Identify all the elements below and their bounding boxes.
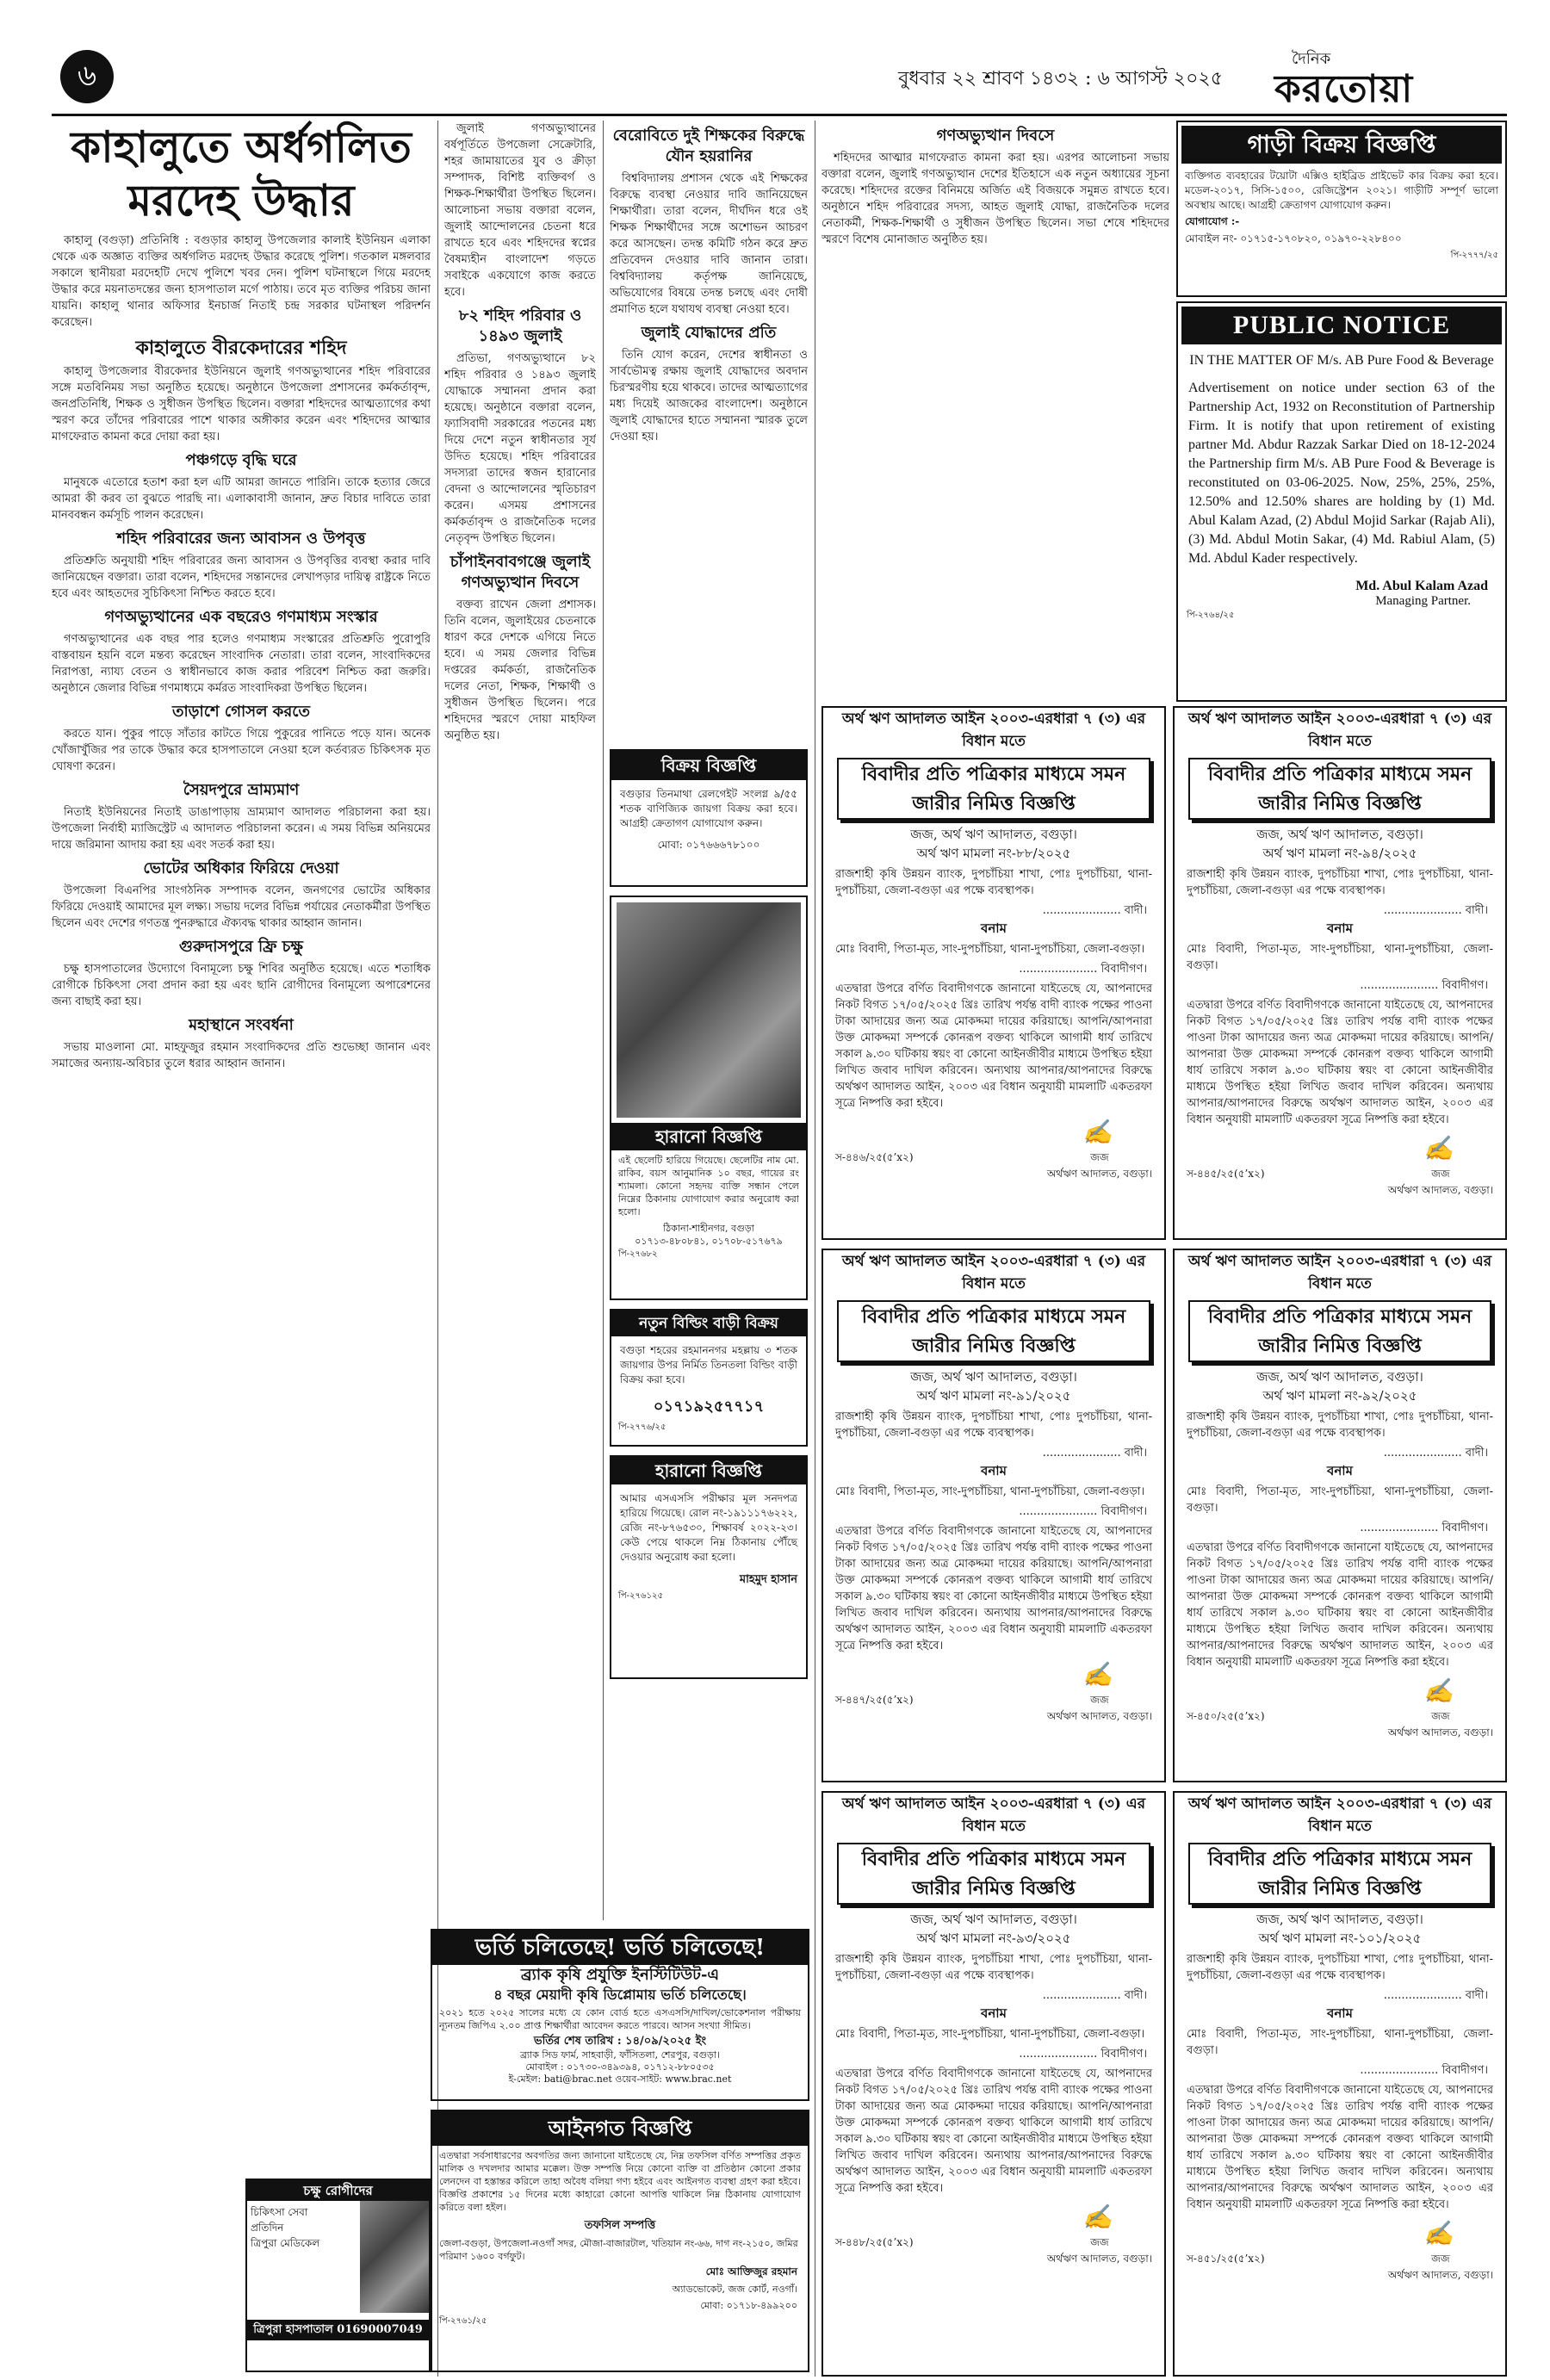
court-notice-sign-right: জজ <box>1431 1168 1450 1180</box>
ad-vehicle-phone: মোবাইল নং- ০১৭১৫-১৭০৮২০, ০১৯৭০-২২৮৪০০ <box>1185 232 1402 245</box>
court-notice <box>1173 1249 1507 1782</box>
court-notice-sign-right: জজ <box>1090 2236 1109 2248</box>
court-notice-plaintiff: রাজশাহী কৃষি উন্নয়ন ব্যাংক, দুপচাঁচিয়া শাখা, পোঃ দুপচাঁচিয়া, থানা- দুপচাঁচিয়া, জেলা-বগুড়া এর পক্ষে ব্যবস্থাপক। <box>1187 1953 1493 1982</box>
ad-lost2-title: হারানো বিজ্ঞপ্তি <box>611 1457 806 1484</box>
ad-admission <box>431 1929 809 2101</box>
court-notice-defendant: মোঃ বিবাদী, পিতা-মৃত, সাং-দুপচাঁচিয়া, থানা-দুপচাঁচিয়া, জেলা-বগুড়া। <box>1187 1485 1493 1515</box>
ad-lost2-body: আমার এসএসসি পরীক্ষার মূল সনদপত্র হারিয়ে গিয়েছে। রোল নং-১৯১১১৭৬২২২, রেজি নং-৮৭৬৫৩০, শিক্ষাবর্ষ ২০২২-২৩। কেউ পেয়ে থাকলে নিম্ন ঠিকানায় পৌঁছে দেওয়ার অনুরোধ করা হলো। <box>620 1492 797 1563</box>
court-notice-defendant: মোঃ বিবাদী, পিতা-মৃত, সাং-দুপচাঁচিয়া, থানা-দুপচাঁচিয়া, জেলা-বগুড়া। <box>1187 2028 1493 2057</box>
court-notice-plaintiff-end: ...................... বাদী। <box>1383 904 1488 917</box>
court-notice-body: এতদ্বারা উপরে বর্ণিত বিবাদীগণকে জানানো যাইতেছে যে, আপনাদের নিকট বিগত ১৭/০৫/২০২৫ খ্রিঃ তারিখ পর্যন্ত বাদী ব্যাংক পক্ষের পাওনা টাকা আদায়ের জন্য অত্র মোকদ্দমা দায়ের করিয়াছে। আপনি/আপনারা উক্ত মোকদ্দমা সম্পর্কে কোনরূপ বক্তব্য থাকিলে আগামী ধার্য তারিখে সকাল ৯.৩০ ঘটিকায় স্বয়ং বা কোনো আইনজীবীর মাধ্যমে উপস্থিত হইয়া লিখিত জবাব দাখিল করিবেন। অন্যথায় আপনার/আপনাদের বিরুদ্ধে অর্থঋণ আদালত আইন, ২০০৩ এর বিধান অনুযায়ী মামলাটি একতরফা সূত্রে নিষ্পত্তি করা হইবে। <box>835 1525 1152 1652</box>
court-notice-sign-court: অর্থঋণ আদালত, বগুড়া। <box>1046 1168 1152 1180</box>
col1-p7: নিতাই ইউনিয়নের নিতাই ডাঙাপাড়ায় ভ্রাম্যমাণ আদালত পরিচালনা করা হয়। উপজেলা নির্বাহী ম্যাজিস্ট্রেট এ আদালত পরিচালনা করেন। এ সময় বিভিন্ন অনিয়মের দায়ে জরিমানা আদায় করা হয় এবং সতর্ক করা হয়। <box>52 806 431 852</box>
col1-h6: তাড়াশে গোসল করতে <box>171 703 311 721</box>
court-notice-defendant: মোঃ বিবাদী, পিতা-মৃত, সাং-দুপচাঁচিয়া, থানা-দুপচাঁচিয়া, জেলা-বগুড়া। <box>835 943 1145 956</box>
ad-admission-institute: ব্র্যাক কৃষি প্রযুক্তি ইনস্টিটিউট-এ <box>520 1966 720 1984</box>
court-notice-code: স-৪৫১/২৫(৫’x২) <box>1187 2253 1265 2265</box>
ad-admission-deadline: ভর্তির শেষ তারিখ : ১৪/০৯/২০২৫ ইং <box>533 2035 707 2048</box>
ad-legal-notice <box>431 2110 809 2372</box>
ad-lost2-code: পি-২৭৬১২৫ <box>618 1591 664 1601</box>
masthead-logo <box>1257 46 1507 111</box>
court-notice-code: স-৪৪৫/২৫(৫’x২) <box>1187 1168 1265 1180</box>
public-notice-title: PUBLIC NOTICE <box>1181 307 1502 344</box>
court-signature-mark: ✍ <box>1082 1118 1113 1146</box>
col1-p8: উপজেলা বিএনপির সাংগঠনিক সম্পাদক বলেন, জনগণের ভোটের অধিকার ফিরিয়ে দেওয়াই আমাদের মূল লক্ষ্য। সভায় দলের বিভিন্ন পর্যায়ের নেতাকর্মীরা উপস্থিত ছিলেন এবং দেশের গণতন্ত্র পুনরুদ্ধারে ঐক্যবদ্ধ থাকার আহ্বান জানান। <box>52 884 431 930</box>
court-notice-sign-court: অর্থঋণ আদালত, বগুড়া। <box>1387 1726 1493 1739</box>
court-notice-defendant-end: ...................... বিবাদীগণ। <box>1360 1522 1488 1534</box>
col1-h2: কাহালুতে বীরকেদারের শহিদ <box>135 337 347 359</box>
col1-p5: গণঅভ্যুত্থানের এক বছর পার হলেও গণমাধ্যম সংস্কারের প্রতিশ্রুতি পুরোপুরি বাস্তবায়ন হয়নি বলে মন্তব্য করেছেন সাংবাদিক নেতারা। তারা বলেন, সাংবাদিকদের নিরাপত্তা, ন্যায্য বেতন ও স্বাধীনভাবে কাজ করার পরিবেশ নিশ্চিত করা জরুরি। অনুষ্ঠানে জেলার বিভিন্ন গণমাধ্যমে কর্মরত সাংবাদিকরা উপস্থিত ছিলেন। <box>52 633 431 695</box>
court-notice-court: জজ, অর্থ ঋণ আদালত, বগুড়া। <box>1256 1912 1423 1927</box>
public-notice-matter: IN THE MATTER OF M/s. AB Pure Food & Beverage <box>1189 353 1494 368</box>
court-notice-body: এতদ্বারা উপরে বর্ণিত বিবাদীগণকে জানানো যাইতেছে যে, আপনাদের নিকট বিগত ১৭/০৫/২০২৫ খ্রিঃ তারিখ পর্যন্ত বাদী ব্যাংক পক্ষের পাওনা টাকা আদায়ের জন্য অত্র মোকদ্দমা দায়ের করিয়াছে। আপনি/আপনারা উক্ত মোকদ্দমা সম্পর্কে কোনরূপ বক্তব্য থাকিলে আগামী ধার্য তারিখে সকাল ৯.৩০ ঘটিকায় স্বয়ং বা কোনো আইনজীবীর মাধ্যমে উপস্থিত হইয়া লিখিত জবাব দাখিল করিবেন। অন্যথায় আপনার/আপনাদের বিরুদ্ধে অর্থঋণ আদালত আইন, ২০০৩ এর বিধান অনুযায়ী মামলাটি একতরফা সূত্রে নিষ্পত্তি করা হইবে। <box>1187 999 1493 1126</box>
court-notice-defendant-end: ...................... বিবাদীগণ। <box>1019 963 1147 976</box>
court-notice-banner: বিবাদীর প্রতি পত্রিকার মাধ্যমে সমন জারীর নিমিত্ত বিজ্ঞপ্তি <box>837 1843 1150 1905</box>
court-notice-vs: বনাম <box>981 920 1007 936</box>
court-notice-case: অর্থ ঋণ মামলা নং-১০১/২০২৫ <box>1258 1931 1422 1946</box>
ad-legal-lawyer: মোঃ আক্তিজুর রহমান <box>705 2265 797 2278</box>
court-notice-sign-court: অর্থঋণ আদালত, বগুড়া। <box>1046 2253 1152 2265</box>
court-notice-top: অর্থ ঋণ আদালত আইন ২০০৩-এরধারা ৭ (৩) এর বিধান মতে <box>841 1253 1146 1292</box>
court-notice-plaintiff: রাজশাহী কৃষি উন্নয়ন ব্যাংক, দুপচাঁচিয়া শাখা, পোঃ দুপচাঁচিয়া, থানা- দুপচাঁচিয়া, জেলা-বগুড়া এর পক্ষে ব্যবস্থাপক। <box>835 1953 1152 1982</box>
court-notice-plaintiff-end: ...................... বাদী। <box>1042 1989 1147 2002</box>
ad-legal-schedule: জেলা-বগুড়া, উপজেলা-নওগাঁ সদর, মৌজা-বাজারটাল, খতিয়ান নং-৬৬, দাগ নং-২১৫০, জমির পরিমাণ ১৬০০ বর্গফুট। <box>439 2238 798 2262</box>
court-notice-case: অর্থ ঋণ মামলা নং-৯১/২০২৫ <box>916 1388 1071 1404</box>
ad-eye-line3: ত্রিপুরা মেডিকেল <box>251 2237 320 2249</box>
court-notice-top: অর্থ ঋণ আদালত আইন ২০০৩-এরধারা ৭ (৩) এর বিধান মতে <box>1187 710 1492 750</box>
col2-body <box>444 121 596 1920</box>
ad-legal-body: এতদ্বারা সর্বসাধারণের অবগতির জন্য জানানো যাইতেছে যে, নিম্ন তফসিল বর্ণিত সম্পত্তির প্রকৃত মালিক ও দখলদার আমার মক্কেল। উক্ত সম্পত্তি নিয়ে কোনো ব্যক্তি বা প্রতিষ্ঠান কোনো প্রকার লেনদেন বা হস্তান্তর করিলে তাহা অবৈধ বলিয়া গণ্য হইবে এবং আইনগত ব্যবস্থা গ্রহণ করা হইবে। বিজ্ঞপ্তি প্রকাশের ১৫ দিনের মধ্যে কাহারো কোনো আপত্তি থাকিলে নিম্ন ঠিকানায় যোগাযোগ করিতে বলা হইল। <box>439 2150 801 2213</box>
divider-2 <box>603 121 604 1920</box>
col1-h9: গুরুদাসপুরে ফ্রি চক্ষু <box>179 938 303 956</box>
ad-lost1-title: হারানো বিজ্ঞপ্তি <box>611 1123 806 1150</box>
col3-h1: বেরোবিতে দুই শিক্ষকের বিরুদ্ধে যৌন হয়রানির <box>612 127 805 165</box>
court-notice-sign-right: জজ <box>1431 2253 1450 2265</box>
court-notice-case: অর্থ ঋণ মামলা নং-৯৪/২০২৫ <box>1262 846 1417 861</box>
ad-vehicle-title: গাড়ী বিক্রয় বিজ্ঞপ্তি <box>1181 126 1502 164</box>
ad-eye-phone: ত্রিপুরা হাসপাতাল 01690007049 <box>247 2320 429 2340</box>
court-notice-body: এতদ্বারা উপরে বর্ণিত বিবাদীগণকে জানানো যাইতেছে যে, আপনাদের নিকট বিগত ১৭/০৫/২০২৫ খ্রিঃ তারিখ পর্যন্ত বাদী ব্যাংক পক্ষের পাওনা টাকা আদায়ের জন্য অত্র মোকদ্দমা দায়ের করিয়াছে। আপনি/আপনারা উক্ত মোকদ্দমা সম্পর্কে কোনরূপ বক্তব্য থাকিলে আগামী ধার্য তারিখে সকাল ৯.৩০ ঘটিকায় স্বয়ং বা কোনো আইনজীবীর মাধ্যমে উপস্থিত হইয়া লিখিত জবাব দাখিল করিবেন। অন্যথায় আপনার/আপনাদের বিরুদ্ধে অর্থঋণ আদালত আইন, ২০০৩ এর বিধান অনুযায়ী মামলাটি একতরফা সূত্রে নিষ্পত্তি করা হইবে। <box>835 982 1152 1110</box>
col1-body <box>52 232 431 2377</box>
ad-vehicle-code: পি-২৭৭৭/২৫ <box>1450 251 1498 260</box>
court-notice-plaintiff-end: ...................... বাদী। <box>1042 1447 1147 1460</box>
court-notice-court: জজ, অর্থ ঋণ আদালত, বগুড়া। <box>1256 1369 1423 1385</box>
ad-lost1-code: পি-২৭৬৮২ <box>618 1249 658 1259</box>
ad-admission-banner: ভর্তি চলিতেছে! ভর্তি চলিতেছে! <box>432 1931 808 1965</box>
col3-p1: বিশ্ববিদ্যালয় প্রশাসন থেকে এই শিক্ষকের বিরুদ্ধে ব্যবস্থা নেওয়ার দাবি জানিয়েছেন শিক্ষার্থীরা। তারা বলেন, দীর্ঘদিন ধরে ওই শিক্ষক শিক্ষার্থীদের সঙ্গে অশোভন আচরণ করে আসছেন। তদন্ত কমিটি গঠন করে দ্রুত প্রতিবেদন দেওয়ার দাবি জানান তারা। বিশ্ববিদ্যালয় কর্তৃপক্ষ জানিয়েছে, অভিযোগের বিষয়ে তদন্ত চলছে এবং দোষী প্রমাণিত হলে যথাযথ ব্যবস্থা নেওয়া হবে। <box>610 172 808 316</box>
court-notice-top: অর্থ ঋণ আদালত আইন ২০০৩-এরধারা ৭ (৩) এর বিধান মতে <box>841 1795 1146 1835</box>
court-notice-sign-court: অর্থঋণ আদালত, বগুড়া। <box>1046 1710 1152 1722</box>
ad-admission-body: ২০২১ হতে ২০২৫ সালের মধ্যে যে কোন বোর্ড হতে এসএসসি/দাখিল/ভোকেশনাল পরীক্ষায় ন্যূনতম জিপিএ ২.০০ প্রাপ্ত শিক্ষার্থীরা আবেদন করতে পারবে। আসন সংখ্যা সীমিত। <box>439 2007 801 2031</box>
ad-lost1-body: এই ছেলেটি হারিয়ে গিয়েছে। ছেলেটির নাম মো. রাকিব, বয়স আনুমানিক ১০ বছর, গায়ের রং শ্যামলা। কোনো সহৃদয় ব্যক্তি সন্ধান পেলে নিম্নের ঠিকানায় যোগাযোগ করার অনুরোধ করা হলো। <box>618 1155 799 1218</box>
ad-public-notice <box>1176 301 1507 702</box>
col3-h2: জুলাই যোদ্ধাদের প্রতি <box>641 324 777 342</box>
col4-p1: শহিদদের আত্মার মাগফেরাত কামনা করা হয়। এরপর আলোচনা সভায় বক্তারা বলেন, জুলাই গণঅভ্যুত্থান দেশের ইতিহাসে এক নতুন অধ্যায়ের সূচনা করেছে। শহিদদের রক্তের বিনিময়ে অর্জিত এই বিজয়কে সমুন্নত রাখতে হবে। অনুষ্ঠানে শহিদ পরিবারের সদস্য, আহত জুলাই যোদ্ধা, রাজনৈতিক দলের নেতাকর্মী, শিক্ষক-শিক্ষার্থী ও সুধীজন উপস্থিত ছিলেন। সভা শেষে শহিদদের স্মরণে বিশেষ মোনাজাত অনুষ্ঠিত হয়। <box>822 152 1169 246</box>
court-notice <box>822 1249 1166 1782</box>
court-notice-banner: বিবাদীর প্রতি পত্রিকার মাধ্যমে সমন জারীর নিমিত্ত বিজ্ঞপ্তি <box>1188 1843 1491 1905</box>
court-notice-code: স-৪৪৮/২৫(৫’x২) <box>835 2236 914 2248</box>
ad-lost1-phones: ০১৭১৩-৪৮০৮৪১, ০১৭০৮-৫১৭৬৭৯ <box>635 1236 783 1247</box>
ad-house-phone: ০১৭১৯২৫৭৭১৭ <box>653 1398 765 1416</box>
col2-p3: বক্তব্য রাখেন জেলা প্রশাসক। তিনি বলেন, জুলাইয়ের চেতনাকে ধারণ করে দেশকে এগিয়ে নিতে হবে। এ সময় জেলার বিভিন্ন দপ্তরের কর্মকর্তা, রাজনৈতিক দলের নেতা, শিক্ষক, শিক্ষার্থী ও সুধীজন উপস্থিত ছিলেন। পরে শহিদদের স্মরণে দোয়া মাহফিল অনুষ্ঠিত হয়। <box>444 598 596 742</box>
col1-headline-block <box>52 121 431 227</box>
col1-h8: ভোটের অধিকার ফিরিয়ে দেওয়া <box>143 859 339 877</box>
ad-admission-address: ব্র্যাক সিড ফার্ম, সাহবাড়ী, ফাঁসিতলা, শেরপুর, বগুড়া। <box>520 2049 720 2061</box>
court-notice-plaintiff: রাজশাহী কৃষি উন্নয়ন ব্যাংক, দুপচাঁচিয়া শাখা, পোঃ দুপচাঁচিয়া, থানা- দুপচাঁচিয়া, জেলা-বগুড়া এর পক্ষে ব্যবস্থাপক। <box>835 868 1152 897</box>
court-signature-mark: ✍ <box>1423 1677 1454 1705</box>
col1-p1: কাহালু (বগুড়া) প্রতিনিধি : বগুড়ার কাহালু উপজেলার কালাই ইউনিয়ন এলাকা থেকে এক অজ্ঞাত ব্যক্তির অর্ধগলিত মরদেহ উদ্ধার করেছে পুলিশ। গতকাল মঙ্গলবার সকালে স্থানীয়রা মরদেহটি দেখে পুলিশে খবর দেন। পুলিশ ঘটনাস্থলে গিয়ে মরদেহ উদ্ধার করে ময়নাতদন্তের জন্য হাসপাতাল মর্গে পাঠায়। তবে মৃত ব্যক্তির পরিচয় জানা যায়নি। কাহালু থানার অফিসার ইনচার্জ নিতাই চন্দ্র সরকার ঘটনাস্থল পরিদর্শন করেছেন। <box>52 234 431 329</box>
court-notice-sign-court: অর্থঋণ আদালত, বগুড়া। <box>1387 1184 1493 1196</box>
ad-house-body: বগুড়া শহরের রহমাননগর মহল্লায় ৩ শতক জায়গার উপর নির্মিত তিনতলা বিল্ডিং বাড়ী বিক্রয় করা হবে। <box>620 1344 797 1385</box>
col1-p9: চক্ষু হাসপাতালের উদ্যোগে বিনামূল্যে চক্ষু শিবির অনুষ্ঠিত হয়েছে। এতে শতাধিক রোগীকে চিকিৎসা সেবা প্রদান করা হয় এবং ছানি রোগীদের বিনামূল্যে অপারেশনের জন্য বাছাই করা হয়। <box>52 963 431 1008</box>
court-notice-sign-right: জজ <box>1090 1694 1109 1706</box>
col4-h1: গণঅভ্যুত্থান দিবসে <box>936 127 1055 145</box>
court-notice-plaintiff-end: ...................... বাদী। <box>1042 904 1147 917</box>
court-notice <box>822 706 1166 1240</box>
court-notice-case: অর্থ ঋণ মামলা নং-৯৩/২০২৫ <box>916 1931 1071 1946</box>
court-signature-mark: ✍ <box>1082 1660 1113 1689</box>
ad-eye-photo <box>360 2201 429 2313</box>
court-notice-body: এতদ্বারা উপরে বর্ণিত বিবাদীগণকে জানানো যাইতেছে যে, আপনাদের নিকট বিগত ১৭/০৫/২০২৫ খ্রিঃ তারিখ পর্যন্ত বাদী ব্যাংক পক্ষের পাওনা টাকা আদায়ের জন্য অত্র মোকদ্দমা দায়ের করিয়াছে। আপনি/আপনারা উক্ত মোকদ্দমা সম্পর্কে কোনরূপ বক্তব্য থাকিলে আগামী ধার্য তারিখে সকাল ৯.৩০ ঘটিকায় স্বয়ং বা কোনো আইনজীবীর মাধ্যমে উপস্থিত হইয়া লিখিত জবাব দাখিল করিবেন। অন্যথায় আপনার/আপনাদের বিরুদ্ধে অর্থঋণ আদালত আইন, ২০০৩ এর বিধান অনুযায়ী মামলাটি একতরফা সূত্রে নিষ্পত্তি করা হইবে। <box>1187 1541 1493 1669</box>
ad-vehicle-contact-label: যোগাযোগ :- <box>1185 215 1240 227</box>
col4-body <box>822 121 1169 706</box>
col1-h4: শহিদ পরিবারের জন্য আবাসন ও উপবৃত্ত <box>116 530 366 548</box>
court-notice-defendant: মোঃ বিবাদী, পিতা-মৃত, সাং-দুপচাঁচিয়া, থানা-দুপচাঁচিয়া, জেলা-বগুড়া। <box>835 2028 1145 2041</box>
header-date: বুধবার ২২ শ্রাবণ ১৪৩২ : ৬ আগস্ট ২০২৫ <box>898 68 1223 90</box>
court-signature-mark: ✍ <box>1423 2219 1454 2247</box>
public-notice-signer: Md. Abul Kalam Azad <box>1355 579 1488 593</box>
court-notice-top: অর্থ ঋণ আদালত আইন ২০০৩-এরধারা ৭ (৩) এর বিধান মতে <box>1187 1795 1492 1835</box>
col1-p6: করতে যান। পুকুর পাড়ে সাঁতার কাটতে গিয়ে পুকুরের পানিতে পড়ে যান। অনেক খোঁজাখুঁজির পর তাকে উদ্ধার করে হাসপাতালে নেওয়া হলে কর্তব্যরত চিকিৎসক মৃত ঘোষণা করেন। <box>52 728 431 773</box>
public-notice-code: পি-২৭৬৪/২৫ <box>1187 610 1235 620</box>
court-notice <box>822 1791 1166 2377</box>
court-notice <box>1173 706 1507 1240</box>
court-notice-vs: বনাম <box>981 1463 1007 1478</box>
ad-eye-clinic <box>245 2179 431 2372</box>
ad-legal-schedule-title: তফসিল সম্পত্তি <box>584 2219 656 2232</box>
court-notice-case: অর্থ ঋণ মামলা নং-৯২/২০২৫ <box>1262 1388 1417 1404</box>
ad-lost-child <box>610 896 808 1300</box>
court-notice-code: স-৪৪৭/২৫(৫’x২) <box>835 1694 914 1706</box>
court-notice-banner: বিবাদীর প্রতি পত্রিকার মাধ্যমে সমন জারীর নিমিত্ত বিজ্ঞপ্তি <box>1188 758 1491 820</box>
court-notice-defendant-end: ...................... বিবাদীগণ। <box>1360 2064 1488 2077</box>
public-notice-designation: Managing Partner. <box>1375 594 1471 608</box>
court-notice-sign-right: জজ <box>1431 1710 1450 1722</box>
ad-legal-code: পি-২৭৬১/২৫ <box>439 2316 487 2326</box>
ad-house-title: নতুন বিল্ডিং বাড়ী বিক্রয় <box>611 1311 806 1336</box>
ad-admission-phones: মোবাইল : ০১৭৩০-৩৪৯৩৯৪, ০১৭১২-৮৮০৫৩৫ <box>525 2061 715 2073</box>
court-notice-case: অর্থ ঋণ মামলা নং-৮৮/২০২৫ <box>916 846 1071 861</box>
court-notice-court: জজ, অর্থ ঋণ আদালত, বগুড়া। <box>1256 827 1423 842</box>
ad-land-body: বগুড়ার তিনমাথা রেলগেইট সংলগ্ন ৯/৫৫ শতক বাণিজ্যিক জায়গা বিক্রয় করা হবে। আগ্রহী ক্রেতাগণ যোগাযোগ করুন। <box>620 788 797 829</box>
court-notice-banner: বিবাদীর প্রতি পত্রিকার মাধ্যমে সমন জারীর নিমিত্ত বিজ্ঞপ্তি <box>837 758 1150 820</box>
col2-h2: ৮২ শহিদ পরিবার ও ১৪৯৩ জুলাই <box>458 307 582 345</box>
court-notice-banner: বিবাদীর প্রতি পত্রিকার মাধ্যমে সমন জারীর নিমিত্ত বিজ্ঞপ্তি <box>837 1300 1150 1362</box>
col1-p3: মানুষকে এতোরে হতাশ করা হল এটি আমরা জানতে পারিনি। তাকে হত্যার জেরে আমরা কী করব তা বুঝতে পারছি না। এলাকাবাসী জানান, দ্রুত বিচার দাবিতে তারা মানববন্ধন কর্মসূচি পালন করেছেন। <box>52 476 431 522</box>
court-notice-defendant: মোঃ বিবাদী, পিতা-মৃত, সাং-দুপচাঁচিয়া, থানা-দুপচাঁচিয়া, জেলা-বগুড়া। <box>835 1485 1145 1498</box>
col3-body <box>610 121 808 741</box>
lost-child-photo <box>617 902 801 1118</box>
ad-admission-course: ৪ বছর মেয়াদী কৃষি ডিপ্লোমায় ভর্তি চলিতেছে। <box>493 1986 747 2003</box>
col1-h7: সৈয়দপুরে ভ্রাম্যমাণ <box>183 781 300 799</box>
court-notice-court: জজ, অর্থ ঋণ আদালত, বগুড়া। <box>910 1369 1077 1385</box>
court-notice-plaintiff-end: ...................... বাদী। <box>1383 1447 1488 1460</box>
court-notice-defendant-end: ...................... বিবাদীগণ। <box>1019 2048 1147 2061</box>
col2-p1: জুলাই গণঅভ্যুত্থানের বর্ষপূর্তিতে উপজেলা সেক্রেটারি, শহর জামায়াতের যুব ও ক্রীড়া সম্পাদক, বিশিষ্ট ব্যক্তিবর্গ ও শিক্ষক-শিক্ষার্থীরা উপস্থিত ছিলেন। আলোচনা সভায় বক্তারা বলেন, জুলাই আন্দোলনের চেতনা ধরে রাখতে হবে এবং শহিদদের স্বপ্নের বৈষম্যহীন বাংলাদেশ গড়তে সবাইকে একযোগে কাজ করতে হবে। <box>444 122 596 299</box>
court-notice-defendant: মোঃ বিবাদী, পিতা-মৃত, সাং-দুপচাঁচিয়া, থানা-দুপচাঁচিয়া, জেলা-বগুড়া। <box>1187 943 1493 972</box>
court-notice-top: অর্থ ঋণ আদালত আইন ২০০৩-এরধারা ৭ (৩) এর বিধান মতে <box>841 710 1146 750</box>
ad-house-sale <box>610 1309 808 1447</box>
court-notice-plaintiff-end: ...................... বাদী। <box>1383 1989 1488 2002</box>
col3-p2: তিনি যোগ করেন, দেশের স্বাধীনতা ও সার্বভৌমত্ব রক্ষায় জুলাই যোদ্ধাদের অবদান চিরস্মরণীয় হয়ে থাকবে। তাদের আত্মত্যাগের মধ্য দিয়েই আজকের বাংলাদেশ। অনুষ্ঠানে জুলাই যোদ্ধাদের হাতে সম্মাননা স্মারক তুলে দেওয়া হয়। <box>610 349 808 443</box>
court-notice-banner: বিবাদীর প্রতি পত্রিকার মাধ্যমে সমন জারীর নিমিত্ত বিজ্ঞপ্তি <box>1188 1300 1491 1362</box>
court-notice-plaintiff: রাজশাহী কৃষি উন্নয়ন ব্যাংক, দুপচাঁচিয়া শাখা, পোঃ দুপচাঁচিয়া, থানা- দুপচাঁচিয়া, জেলা-বগুড়া এর পক্ষে ব্যবস্থাপক। <box>835 1410 1152 1440</box>
court-notice-body: এতদ্বারা উপরে বর্ণিত বিবাদীগণকে জানানো যাইতেছে যে, আপনাদের নিকট বিগত ১৭/০৫/২০২৫ খ্রিঃ তারিখ পর্যন্ত বাদী ব্যাংক পক্ষের পাওনা টাকা আদায়ের জন্য অত্র মোকদ্দমা দায়ের করিয়াছে। আপনি/আপনারা উক্ত মোকদ্দমা সম্পর্কে কোনরূপ বক্তব্য থাকিলে আগামী ধার্য তারিখে সকাল ৯.৩০ ঘটিকায় স্বয়ং বা কোনো আইনজীবীর মাধ্যমে উপস্থিত হইয়া লিখিত জবাব দাখিল করিবেন। অন্যথায় আপনার/আপনাদের বিরুদ্ধে অর্থঋণ আদালত আইন, ২০০৩ এর বিধান অনুযায়ী মামলাটি একতরফা সূত্রে নিষ্পত্তি করা হইবে। <box>1187 2084 1493 2211</box>
col1-p10: সভায় মাওলানা মো. মাহফুজুর রহমান সংবাদিকদের প্রতি শুভেচ্ছা জানান এবং সমাজের অন্যায়-অবিচার তুলে ধরার আহ্বান জানান। <box>52 1041 431 1070</box>
ad-vehicle-body: ব্যক্তিগত ব্যবহারের টয়োটা এক্সিও হাইব্রিড প্রাইভেট কার বিক্রয় করা হবে। মডেল-২০১৭, সিসি-১৫০০, রেজিস্ট্রেশন ২০২১। গাড়ীটি সম্পূর্ণ ভালো অবস্থায় আছে। আগ্রহী ক্রেতাগণ যোগাযোগ করুন। <box>1185 170 1498 211</box>
col2-p2: প্রতিভা, গণঅভ্যুত্থানে ৮২ শহিদ পরিবার ও ১৪৯৩ জুলাই যোদ্ধাকে সম্মাননা প্রদান করা হয়েছে। অনুষ্ঠানে বক্তারা বলেন, ফ্যাসিবাদী সরকারের পতনের মধ্য দিয়ে দেশে নতুন স্বাধীনতার সূর্য উদিত হয়েছে। শহিদ পরিবারের সদস্যরা তাদের স্বজন হারানোর বেদনা ও আন্দোলনের স্মৃতিচারণ করেন। এসময় প্রশাসনের কর্মকর্তাবৃন্দ ও রাজনৈতিক দলের নেতৃবৃন্দ উপস্থিত ছিলেন। <box>444 352 596 545</box>
court-notice-vs: বনাম <box>1327 920 1353 936</box>
court-notice-body: এতদ্বারা উপরে বর্ণিত বিবাদীগণকে জানানো যাইতেছে যে, আপনাদের নিকট বিগত ১৭/০৫/২০২৫ খ্রিঃ তারিখ পর্যন্ত বাদী ব্যাংক পক্ষের পাওনা টাকা আদায়ের জন্য অত্র মোকদ্দমা দায়ের করিয়াছে। আপনি/আপনারা উক্ত মোকদ্দমা সম্পর্কে কোনরূপ বক্তব্য থাকিলে আগামী ধার্য তারিখে সকাল ৯.৩০ ঘটিকায় স্বয়ং বা কোনো আইনজীবীর মাধ্যমে উপস্থিত হইয়া লিখিত জবাব দাখিল করিবেন। অন্যথায় আপনার/আপনাদের বিরুদ্ধে অর্থঋণ আদালত আইন, ২০০৩ এর বিধান অনুযায়ী মামলাটি একতরফা সূত্রে নিষ্পত্তি করা হইবে। <box>835 2067 1152 2195</box>
court-notice <box>1173 1791 1507 2377</box>
ad-eye-title: চক্ষু রোগীদের <box>247 2180 429 2201</box>
court-notice-vs: বনাম <box>981 2005 1007 2021</box>
masthead-small: দৈনিক <box>1292 50 1331 68</box>
court-notice-code: স-৪৪৬/২৫(৫’x২) <box>835 1151 914 1163</box>
court-notice-court: জজ, অর্থ ঋণ আদালত, বগুড়া। <box>910 827 1077 842</box>
court-notice-sign-court: অর্থঋণ আদালত, বগুড়া। <box>1387 2269 1493 2281</box>
col1-h10: মহাস্থানে সংবর্ধনা <box>189 1016 294 1034</box>
court-notice-vs: বনাম <box>1327 2005 1353 2021</box>
court-signature-mark: ✍ <box>1082 2203 1113 2231</box>
col1-h3: পঞ্চগড়ে বৃদ্ধি ঘরে <box>185 451 297 469</box>
court-notice-code: স-৪৫০/২৫(৫’x২) <box>1187 1710 1265 1722</box>
court-notice-plaintiff: রাজশাহী কৃষি উন্নয়ন ব্যাংক, দুপচাঁচিয়া শাখা, পোঃ দুপচাঁচিয়া, থানা- দুপচাঁচিয়া, জেলা-বগুড়া এর পক্ষে ব্যবস্থাপক। <box>1187 868 1493 897</box>
ad-eye-line1: চিকিৎসা সেবা <box>251 2206 308 2218</box>
col1-headline: কাহালুতে অর্ধগলিত মরদেহ উদ্ধার <box>71 121 412 226</box>
court-notice-top: অর্থ ঋণ আদালত আইন ২০০৩-এরধারা ৭ (৩) এর বিধান মতে <box>1187 1253 1492 1292</box>
court-notice-vs: বনাম <box>1327 1463 1353 1478</box>
masthead-big: করতোয়া <box>1274 67 1414 111</box>
ad-legal-lawyer-phone: মোবা: ০১৭১৮-৪৯৯২০০ <box>700 2300 797 2311</box>
court-notice-defendant-end: ...................... বিবাদীগণ। <box>1019 1505 1147 1518</box>
ad-land-phone: মোবা: ০১৭৬৬৬৭৮১০০ <box>657 839 760 851</box>
ad-land-sale <box>610 749 808 887</box>
court-signature-mark: ✍ <box>1423 1134 1454 1162</box>
ad-legal-title: আইনগত বিজ্ঞপ্তি <box>432 2111 808 2146</box>
ad-vehicle-sale <box>1176 121 1507 297</box>
ad-lost-certificate <box>610 1455 808 1679</box>
ad-admission-email: ই-মেইল: bati@brac.net ওয়েব-সাইট: www.brac.net <box>508 2073 732 2085</box>
court-notice-sign-right: জজ <box>1090 1151 1109 1163</box>
ad-house-code: পি-২৭৭৬/২৫ <box>618 1422 666 1432</box>
court-notice-defendant-end: ...................... বিবাদীগণ। <box>1360 979 1488 992</box>
public-notice-body: Advertisement on notice under section 63 of the Partnership Act, 1932 on Reconstitution of Partnership Firm. It is notify that upon retirement of existing partner Md. Abdur Razzak Sarkar Died on 18-12-2024 the Partnership firm M/s. AB Pure Food & Beverage is reconstituted on 03-06-2025. Now, 25%, 25%, 25%, 12.50% and 12.50% shares are holding by (1) Md. Abul Kalam Azad, (2) Abdul Mojid Sarkar (Rajab Ali), (3) Md. Abdul Motin Sakar, (4) Md. Rabiul Alam, (5) Md. Abdul Kader respectively. <box>1188 381 1495 566</box>
col2-h3: চাঁপাইনবাবগঞ্জে জুলাই গণঅভ্যুত্থান দিবসে <box>450 553 591 592</box>
ad-legal-lawyer-title: অ্যাডভোকেট, জজ কোর্ট, নওগাঁ। <box>672 2284 797 2295</box>
ad-eye-line2: প্রতিদিন <box>251 2222 284 2234</box>
header-rule <box>52 114 1507 116</box>
section-logo: ৬ <box>60 50 114 103</box>
ad-land-title: বিক্রয় বিজ্ঞপ্তি <box>611 751 806 780</box>
col1-p2: কাহালু উপজেলার বীরকেদার ইউনিয়নে জুলাই গণঅভ্যুত্থানের শহিদ পরিবারের সঙ্গে মতবিনিময় সভা অনুষ্ঠিত হয়েছে। অনুষ্ঠানে উপজেলা প্রশাসনের কর্মকর্তাবৃন্দ, জনপ্রতিনিধি, শিক্ষক ও সুধীজন উপস্থিত ছিলেন। বক্তারা শহিদদের আত্মত্যাগের কথা স্মরণ করে তাঁদের পরিবারের পাশে থাকার অঙ্গীকার করেন এবং শহিদদের আত্মার মাগফেরাত কামনা করে দোয়া করা হয়। <box>52 365 431 443</box>
col1-p4: প্রতিশ্রুতি অনুযায়ী শহিদ পরিবারের জন্য আবাসন ও উপবৃত্তির ব্যবস্থা করার দাবি জানিয়েছেন বক্তারা। তারা বলেন, শহিদদের সন্তানদের লেখাপড়ার দায়িত্ব রাষ্ট্রকে নিতে হবে এবং আহতদের সুচিকিৎসা নিশ্চিত করতে হবে। <box>52 555 431 600</box>
court-notice-plaintiff: রাজশাহী কৃষি উন্নয়ন ব্যাংক, দুপচাঁচিয়া শাখা, পোঃ দুপচাঁচিয়া, থানা- দুপচাঁচিয়া, জেলা-বগুড়া এর পক্ষে ব্যবস্থাপক। <box>1187 1410 1493 1440</box>
court-notice-court: জজ, অর্থ ঋণ আদালত, বগুড়া। <box>910 1912 1077 1927</box>
ad-lost1-contact: ঠিকানা-শাহীনগর, বগুড়া <box>663 1223 754 1234</box>
ad-lost2-name: মাহমুদ হাসান <box>739 1573 797 1586</box>
col1-h5: গণঅভ্যুত্থানের এক বছরেও গণমাধ্যম সংস্কার <box>104 608 378 626</box>
